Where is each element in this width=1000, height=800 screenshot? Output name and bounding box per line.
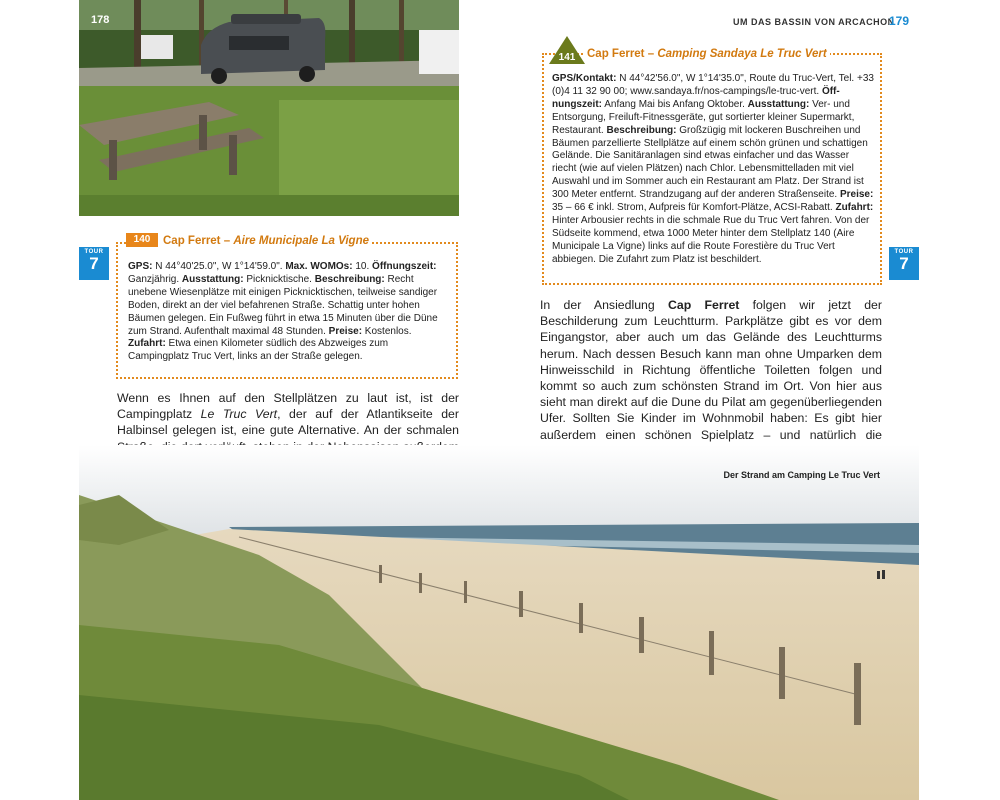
infobox-141-value: Großzügig mit lockeren Buschreihen und Bäumen parzellierte Stellplätze auf einem schön grünen und schattigen Gelände. Die Sanitäranlagen sind etwas einfacher und das Wasser riecht (wie auf vielen Plätzen) nach Chlor. Lebensmittelladen mit viel Auswahl und im Sommer auch ein Restaurant am Platz. Der Strand ist 300 Meter entfernt. Strandzugang auf der anderen Straßenseite. (552, 124, 868, 201)
infobox-141-place: Cap Ferret – (587, 48, 658, 60)
photo-caption: Der Strand am Camping Le Truc Vert (723, 470, 880, 480)
beach-photo (79, 445, 919, 800)
infobox-140-key: Beschreibung: (314, 273, 385, 285)
body-left-italic: Le Truc Vert (200, 407, 278, 422)
tour-tab-number: 7 (899, 254, 909, 273)
campsite-photo (79, 0, 459, 216)
infobox-141-title (584, 48, 830, 60)
infobox-140-value: N 44°40'25.0", W 1°14'59.0". (152, 261, 286, 272)
tent-icon (549, 36, 585, 64)
infobox-140-key: GPS: (128, 261, 153, 272)
site-badge-141-number: 141 (558, 52, 576, 63)
running-head: UM DAS BASSIN VON ARCACHON (733, 17, 895, 27)
infobox-141-key: GPS/Kontakt: (552, 73, 617, 84)
infobox-140-value: 10. (352, 261, 373, 272)
tour-tab-right (889, 247, 919, 280)
infobox-141-name: Camping Sandaya Le Truc Vert (657, 48, 827, 60)
infobox-140 (116, 242, 458, 379)
infobox-141-value: Anfang Mai bis Anfang Oktober. (602, 98, 748, 110)
tour-tab-label: TOUR (84, 249, 104, 255)
infobox-140-key: Ausstattung: (181, 273, 244, 285)
body-left-part2: , der auf der Atlantikseite der Halbinsel gelegen ist, eine gute Alternative. An der schmalen (117, 407, 459, 438)
infobox-141 (542, 53, 882, 285)
page-number-left: 178 (91, 14, 110, 26)
infobox-141-value: 35 – 66 € inkl. Strom, Aufpreis für Komfort-Plätze, ACSI-Rabatt. (552, 202, 836, 214)
site-badge-140: 140 (126, 233, 158, 247)
infobox-140-title (160, 235, 372, 247)
body-right-part1: In der Ansiedlung (540, 298, 669, 312)
infobox-140-key: Zufahrt: (128, 338, 166, 350)
infobox-140-key: Max. WOMOs: (285, 261, 353, 272)
infobox-140-value: Kostenlos. (362, 325, 412, 337)
infobox-141-value: N 44°42'56.0", W 1°14'35.0", Route du Truc-Vert, Tel. +33 (0)4 11 32 90 00; www.sandaya.fr/nos-campings/le-truc-vert. (552, 73, 874, 97)
tour-tab-number: 7 (89, 254, 99, 273)
infobox-141-text (552, 73, 876, 267)
infobox-140-value: Ganzjährig. (128, 273, 182, 285)
infobox-140-place: Cap Ferret – (163, 235, 234, 247)
infobox-140-value: Etwa einen Kilometer südlich des Abzweiges zum Campingplatz Truc Vert, links an der Straße gelegen. (128, 338, 389, 363)
tour-tab-left (79, 247, 109, 280)
infobox-140-key: Öffnungszeit: (372, 261, 437, 272)
infobox-140-text (128, 261, 450, 364)
infobox-140-value: Picknicktische. (243, 273, 315, 285)
infobox-141-key: Zufahrt: (835, 202, 874, 214)
body-text-right (540, 297, 882, 459)
infobox-140-value: Recht unebene Wiesenplätze mit einigen Picknicktischen, teilweise sandiger Boden, direkt an der viel befahrenen Straße. Schattig unter hohen Bäumen gelegen. Ein Fußweg führt in etwa 15 Minuten über die Düne zum Strand. Aufenthalt maximal 48 Stunden. (128, 273, 438, 337)
infobox-141-key: Ausstattung: (747, 98, 810, 110)
infobox-141-key: Preise: (839, 189, 874, 201)
infobox-141-value: Hinter Arbousier rechts in die schmale Rue du Truc Vert fahren. Von der Südseite kommend, etwa 1000 Meter hinter dem Stellplatz 140 (Aire Municipale La Vigne) links auf die Route Forestière du Truc Vert abbiegen. Die Zufahrt zum Platz ist beschildert. (552, 214, 870, 265)
infobox-140-key: Preise: (328, 325, 363, 337)
body-left-part1: Wenn es Ihnen auf den Stellplätzen zu laut ist, ist der Campingplatz (117, 391, 459, 422)
infobox-141-key: Öffnungszeit: (552, 85, 840, 110)
body-right-part2: folgen wir jetzt der Beschilderung zum Leuchtturm. Parkplätze gibt es vor dem Eingangstor, aber auch um das Gelände des Leuchtturms herum. Nach dessen Besuch kann man ohne Umparken dem Hinweisschild in Richtung öffentliche Toiletten folgen und kommt so auch zum schönsten Strand im Ort. Von hier aus sieht man direkt auf die Dune du Pilat am gegenüberliegenden Ufer. Sollten Sie Kinder im Wohnmobil haben: Es gibt hier außerdem einen schönen Spielplatz – und natürlich die (540, 298, 882, 442)
infobox-141-value: Ver- und Entsorgung, Freiluft-Fitnessgeräte, gut sortierter kleiner Supermarkt, Restaurant. (552, 98, 855, 136)
page-number-right: 179 (889, 14, 910, 28)
infobox-141-key: Beschreibung: (606, 124, 677, 136)
tour-tab-label: TOUR (894, 249, 914, 255)
infobox-140-name: Aire Municipale La Vigne (233, 235, 369, 247)
site-badge-141 (549, 36, 585, 64)
body-right-bold: Cap Ferret (668, 298, 740, 312)
